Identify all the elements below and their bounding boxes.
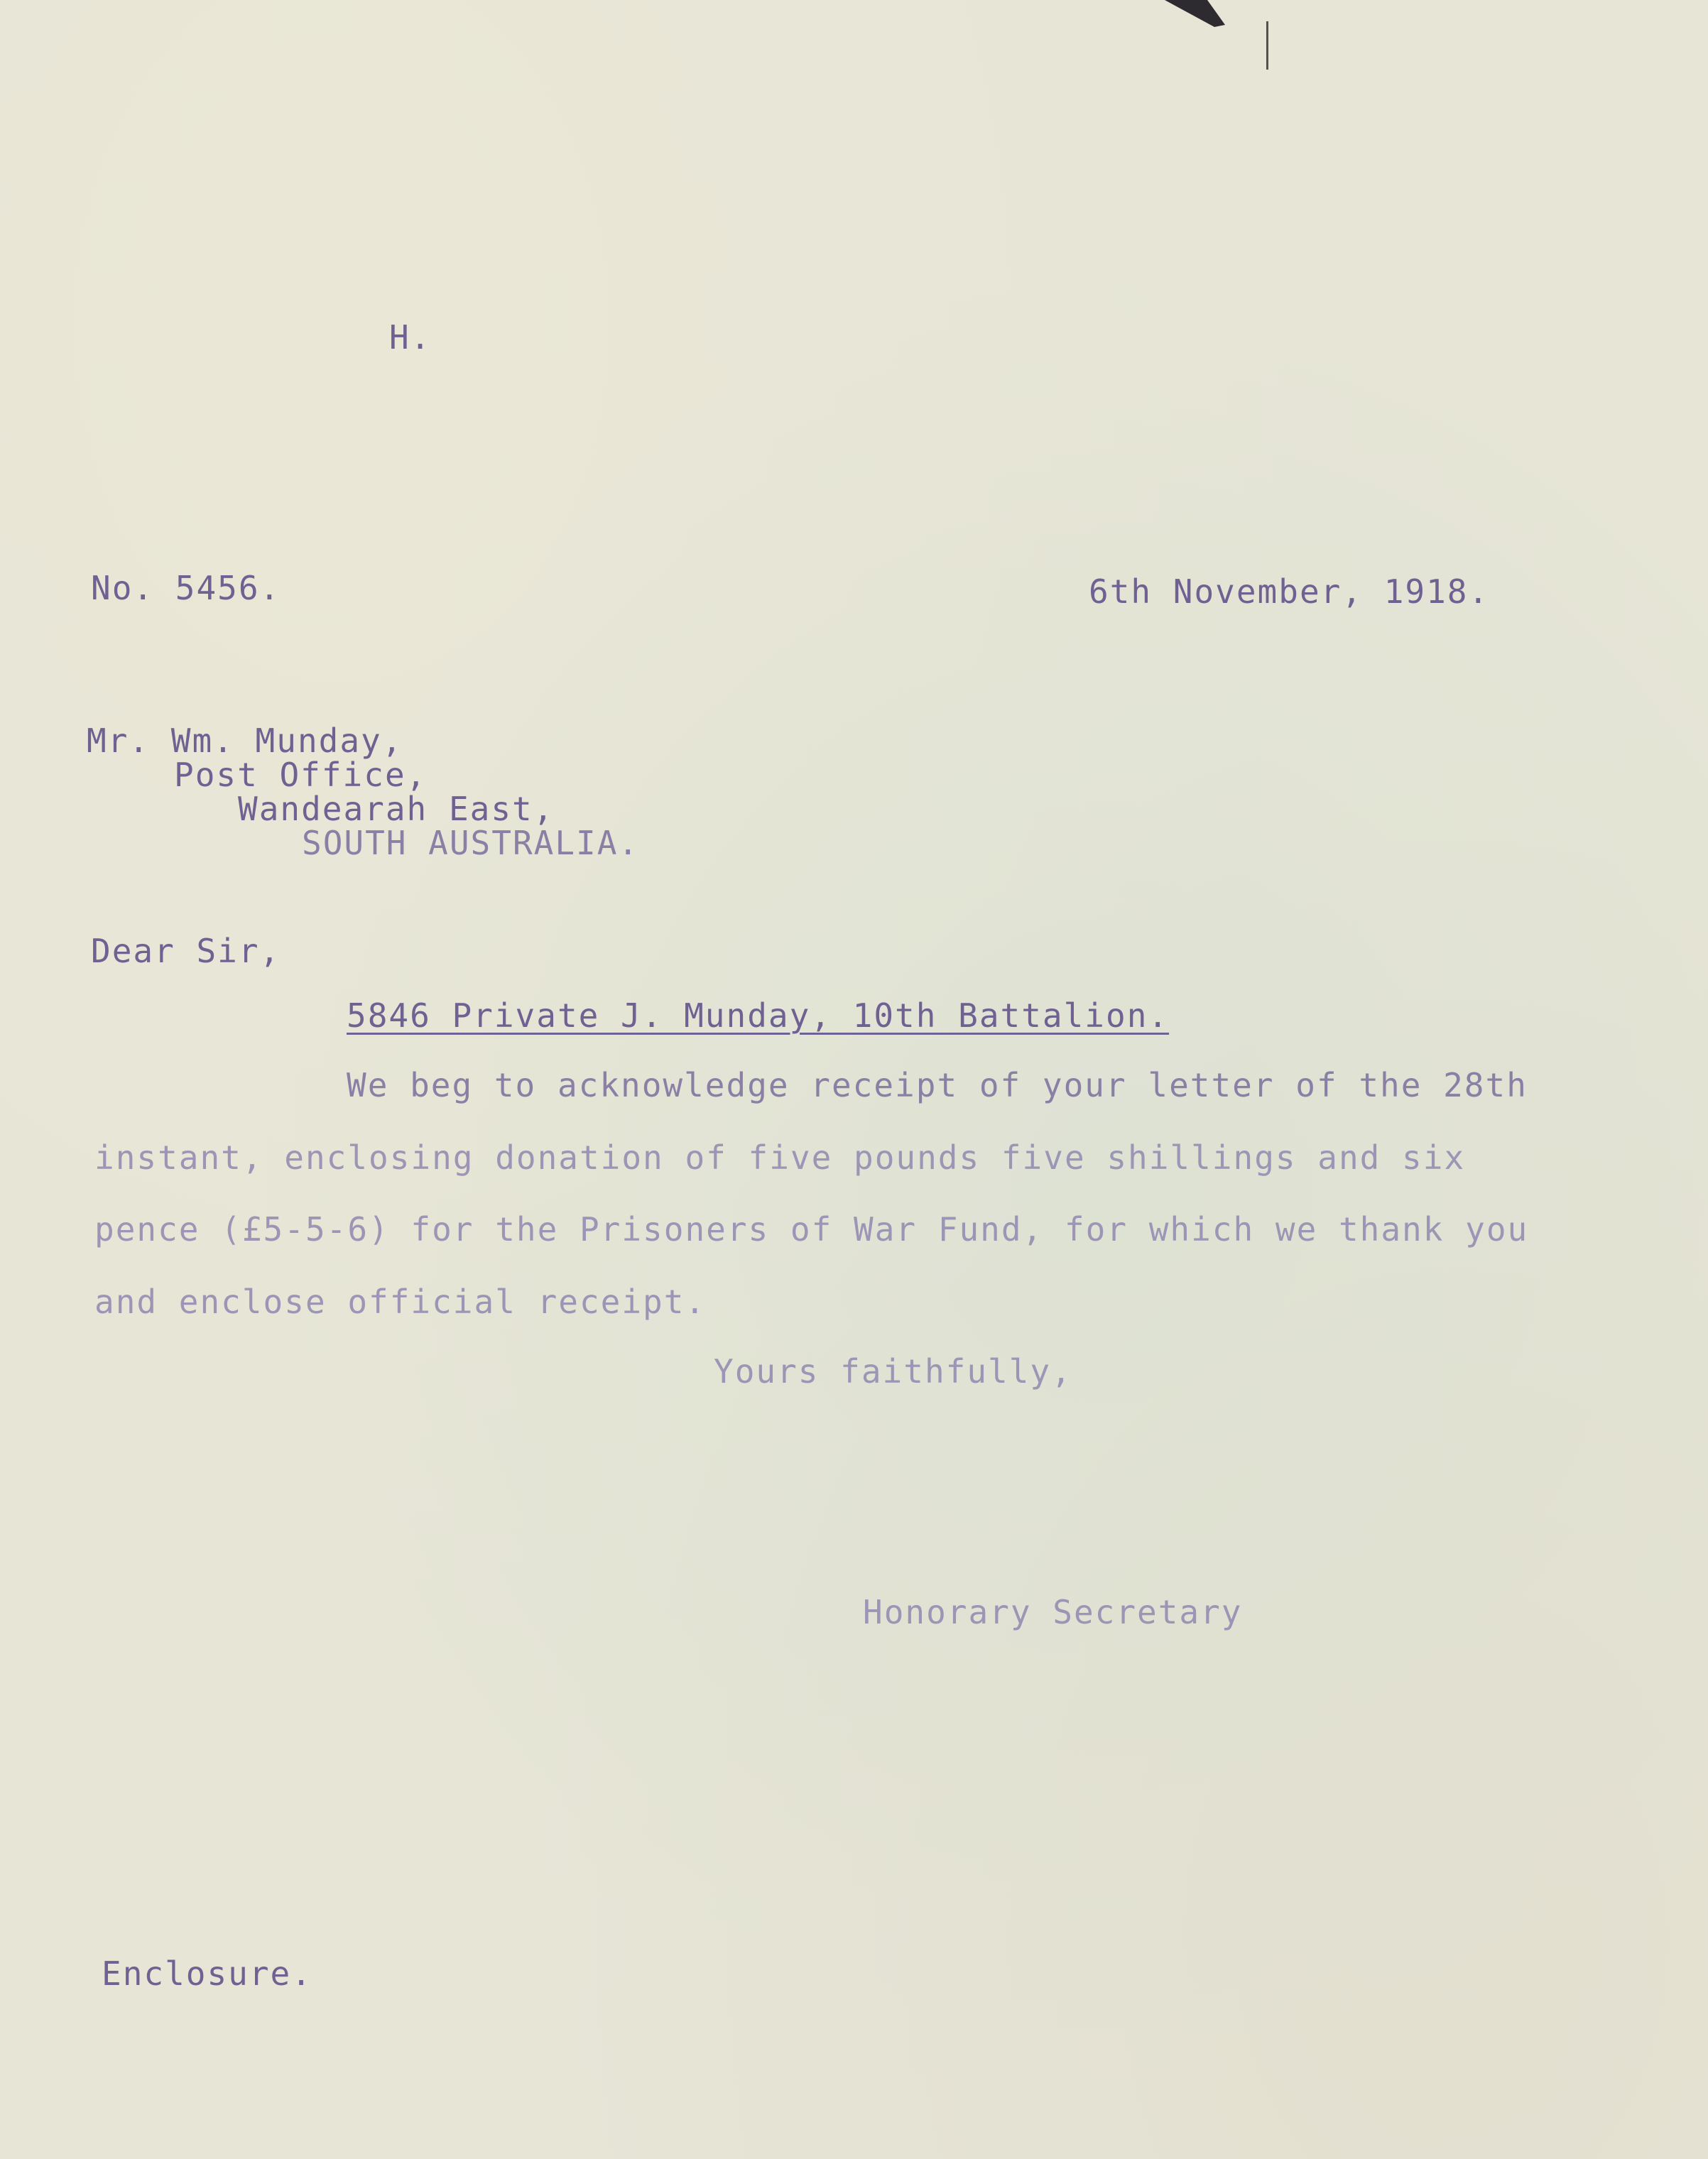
body-line: instant, enclosing donation of five pounds five shillings and six [94,1138,1466,1177]
body-line: We beg to acknowledge receipt of your letter of the 28th [347,1066,1528,1104]
reference-number: No. 5456. [91,569,281,607]
body-line: pence (£5-5-6) for the Prisoners of War Fund, for which we thank you [94,1210,1529,1249]
signatory-title: Honorary Secretary [863,1593,1243,1631]
subject-line: 5846 Private J. Munday, 10th Battalion. [347,996,1170,1035]
address-line: Mr. Wm. Munday, [87,722,403,760]
body-line: and enclose official receipt. [94,1283,707,1321]
enclosure-note: Enclosure. [102,1954,312,1993]
address-line: Post Office, [174,756,428,794]
address-line: Wandearah East, [238,790,555,828]
salutation: Dear Sir, [91,932,281,970]
file-mark: H. [389,318,432,357]
address-line: SOUTH AUSTRALIA. [302,824,640,862]
margin-pen-mark [1266,21,1268,70]
closing: Yours faithfully, [714,1352,1072,1391]
paper-fold-mark [1165,0,1229,28]
letter-date: 6th November, 1918. [1089,572,1490,611]
